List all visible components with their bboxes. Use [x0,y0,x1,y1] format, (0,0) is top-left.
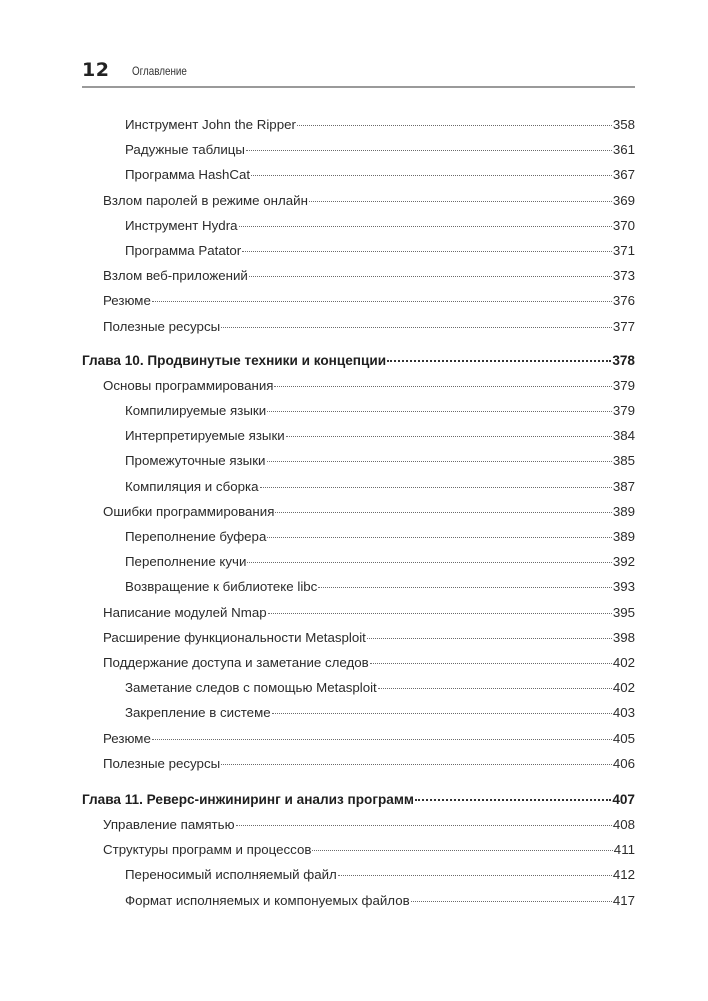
toc-entry-page: 389 [612,503,635,519]
toc-entry[interactable] [82,888,635,913]
toc-entry[interactable] [82,288,635,313]
toc-entry-title: Глава 10. Продвинутые техники и концепции [82,352,387,368]
toc-entry-title: Глава 11. Реверс-инжиниринг и анализ программ [82,791,414,807]
toc-entry-title: Компиляция и сборка [125,478,259,494]
dot-leader [267,537,611,538]
toc-entry[interactable] [82,862,635,887]
toc-entry-title: Написание модулей Nmap [103,604,267,620]
toc-entry[interactable] [82,812,635,837]
toc-entry-page: 395 [612,604,635,620]
toc-entry-title: Закрепление в системе [125,705,271,721]
toc-entry-title: Переносимый исполняемый файл [125,867,337,883]
toc-entry[interactable] [82,751,635,776]
toc-entry[interactable] [82,524,635,549]
dot-leader [367,638,612,639]
toc-entry-page: 378 [612,352,635,368]
toc-entry-title: Управление памятью [103,817,235,833]
dot-leader [152,301,612,302]
toc-entry-page: 406 [612,755,635,771]
page-header [82,58,635,88]
dot-leader [318,587,611,588]
toc-entry-page: 379 [612,377,635,393]
toc-entry-page: 402 [612,654,635,670]
toc-entry-page: 405 [612,730,635,746]
toc-entry-title: Переполнение буфера [125,529,267,544]
toc-entry-title: Полезные ресурсы [103,755,221,771]
dot-leader [387,360,611,362]
toc-entry-page: 402 [612,680,635,696]
dot-leader [338,875,612,876]
toc-entry[interactable] [82,162,635,187]
toc-entry-page: 392 [612,554,635,570]
header-rule [82,86,635,88]
toc-entry-page: 384 [612,428,635,444]
toc-entry[interactable] [82,373,635,398]
toc-entry[interactable] [82,314,635,339]
toc-entry-page: 398 [612,629,635,645]
toc-entry-title: Ошибки программирования [103,503,275,519]
toc-entry[interactable] [82,137,635,162]
dot-leader [415,799,611,801]
dot-leader [246,150,612,151]
toc-entry-title: Формат исполняемых и компонуемых файлов [125,892,410,908]
dot-leader [247,562,611,563]
toc-entry-page: 411 [613,842,635,858]
toc-entry[interactable] [82,837,635,862]
toc-entry-page: 358 [612,117,635,132]
toc-entry-page: 367 [612,167,635,183]
toc-entry[interactable] [82,549,635,574]
toc-entry-page: 376 [612,293,635,309]
toc-entry[interactable] [82,213,635,238]
dot-leader [152,739,612,740]
toc-entry[interactable] [82,263,635,288]
toc-entry-page: 408 [612,817,635,833]
dot-leader [267,411,612,412]
dot-leader [236,825,612,826]
toc-chapter-heading[interactable] [82,348,635,373]
toc-entry-page: 407 [612,791,635,807]
dot-leader [251,175,612,176]
toc-chapter-heading[interactable] [82,787,635,812]
toc-entry-title: Радужные таблицы [125,142,245,158]
page-number: 12 [82,59,110,81]
toc-entry-title: Взлом веб-приложений [103,268,248,284]
toc-entry-page: 389 [612,529,635,544]
toc-entry[interactable] [82,650,635,675]
toc-entry-page: 385 [612,453,635,469]
toc-entry-page: 417 [612,892,635,908]
toc-entry[interactable] [82,398,635,423]
toc-entry-title: Структуры программ и процессов [103,842,312,858]
dot-leader [378,688,612,689]
dot-leader [221,764,612,765]
dot-leader [268,613,612,614]
toc-entry-page: 379 [612,403,635,419]
toc-entry-title: Инструмент John the Ripper [125,117,296,132]
toc-entry-title: Переполнение кучи [125,554,247,570]
toc-entry-title: Взлом паролей в режиме онлайн [103,192,308,208]
toc-entry-title: Резюме [103,293,151,309]
running-header-title: Оглавление [132,64,187,78]
toc-entry[interactable] [82,625,635,650]
dot-leader [242,251,612,252]
toc-entry-page: 377 [612,318,635,334]
dot-leader [249,276,612,277]
toc-entry[interactable] [82,423,635,448]
toc-entry-page: 361 [612,142,635,158]
toc-entry[interactable] [82,700,635,725]
toc-entry-title: Программа HashCat [125,167,251,183]
toc-entry-title: Инструмент Hydra [125,217,238,233]
toc-entry-page: 393 [612,579,635,595]
toc-entry-title: Программа Patator [125,242,242,258]
dot-leader [309,201,612,202]
toc-entry[interactable] [82,574,635,599]
dot-leader [370,663,612,664]
dot-leader [411,901,612,902]
toc-entry[interactable] [82,188,635,213]
toc-entry-title: Резюме [103,730,151,746]
toc-entry-title: Компилируемые языки [125,403,267,419]
toc-entry-page: 412 [612,867,635,883]
toc-entry-page: 371 [612,242,635,258]
toc-entry-title: Расширение функциональности Metasploit [103,629,366,645]
toc-entry[interactable] [82,112,635,137]
toc-entry[interactable] [82,238,635,263]
toc-entry[interactable] [82,600,635,625]
toc-entry[interactable] [82,499,635,524]
dot-leader [274,386,611,387]
toc-entry[interactable] [82,726,635,751]
toc-entry-title: Полезные ресурсы [103,318,221,334]
toc-entry-title: Заметание следов с помощью Metasploit [125,680,377,696]
toc-entry-page: 369 [612,192,635,208]
toc-entry-title: Промежуточные языки [125,453,266,469]
toc-entry-page: 387 [612,478,635,494]
toc-entry-title: Основы программирования [103,377,274,393]
dot-leader [260,487,612,488]
toc-entry-title: Интерпретируемые языки [125,428,285,444]
toc-entry[interactable] [82,474,635,499]
dot-leader [267,461,612,462]
toc-entry-page: 373 [612,268,635,284]
toc-entry-page: 403 [612,705,635,721]
toc-entry[interactable] [82,675,635,700]
dot-leader [221,327,612,328]
dot-leader [272,713,612,714]
dot-leader [239,226,612,227]
toc-entry-title: Возвращение к библиотеке libc [125,579,318,595]
dot-leader [286,436,612,437]
dot-leader [312,850,612,851]
table-of-contents [82,112,635,913]
dot-leader [297,125,612,126]
dot-leader [275,512,611,513]
toc-entry-title: Поддержание доступа и заметание следов [103,654,369,670]
toc-entry-page: 370 [612,217,635,233]
toc-entry[interactable] [82,448,635,473]
